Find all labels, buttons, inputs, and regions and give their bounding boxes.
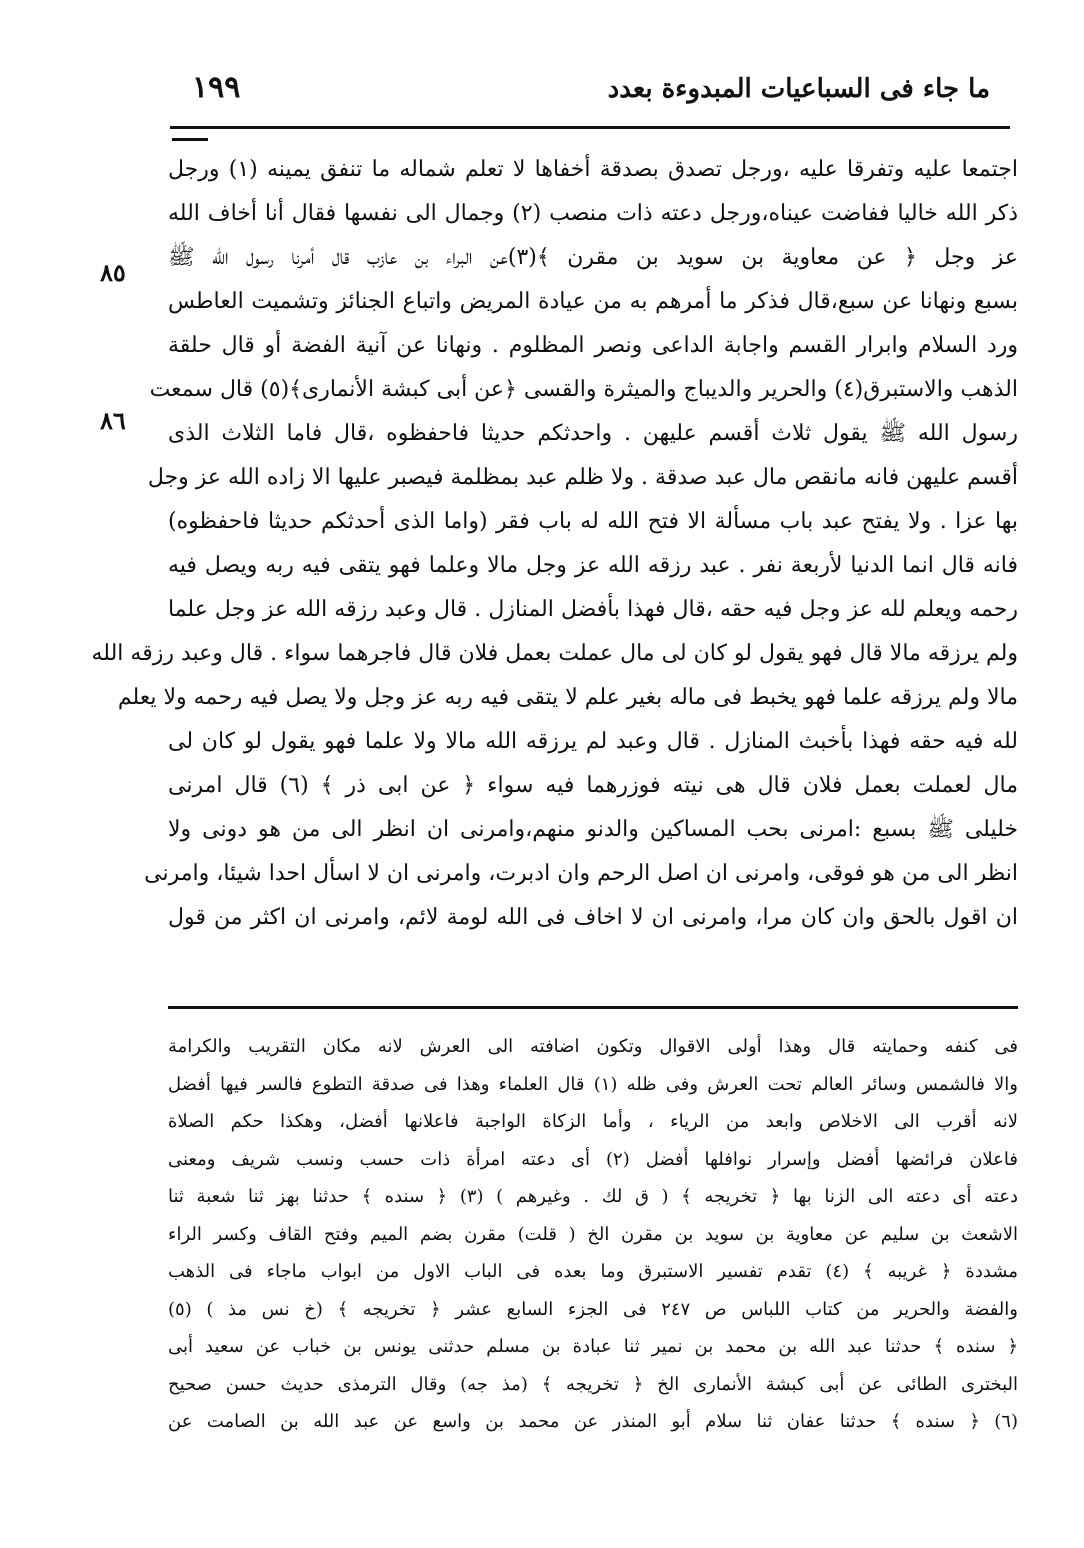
header-rule-mark (172, 138, 208, 141)
text-line: لله فيه حقه فهذا بأخبث المنازل . قال وعبد لم يرزقه الله مالا ولا علما فهو يقول لو كان لى (168, 729, 1018, 754)
footnote-rule (168, 1006, 1018, 1009)
hadith-number: ٨٦ (100, 406, 126, 435)
footnote-line: (٦) ﴿ سنده ﴾ حدثنا عفان ثنا سلام أبو المنذر عن محمد بن واسع عن عبد الله بن الصامت عن (168, 1411, 1018, 1432)
text-line: خليلى ﷺ بسبع :امرنى بحب المساكين والدنو منهم،وامرنى ان انظر الى من هو دونى ولا (168, 817, 1018, 842)
footnote-line: مشددة ﴿ غريبه ﴾ (٤) تقدم تفسير الاستبرق وما بعده فى الباب الاول من ابواب ماجاء فى الذهب (168, 1261, 1018, 1282)
page-number: ١٩٩ (192, 70, 241, 105)
footnote-line: البخترى الطائى عن أبى كبشة الأنمارى الخ ﴿ تخريجه ﴾ (مذ جه) وقال الترمذى حديث حسن صحيح (168, 1373, 1018, 1395)
text-line: فانه قال انما الدنيا لأربعة نفر . عبد رزقه الله عز وجل مالا وعلما فهو يتقى فيه ربه ويصل فيه (168, 553, 1018, 578)
text-line: مالا ولم يرزقه علما فهو يخبط فى ماله بغير علم لا يتقى فيه ربه عز وجل ولا يصل فيه رحمه ولا يعلم (117, 685, 1018, 710)
text-line: ورد السلام وابرار القسم واجابة الداعى ونصر المظلوم . ونهانا عن آنية الفضة أو قال حلقة (168, 333, 1018, 358)
footnote-line: دعته أى دعته الى الزنا بها ﴿ تخريجه ﴾ ( ق لك . وغيرهم ) (٣) ﴿ سنده ﴾ حدثنا بهز ثنا شعبة ثنا (168, 1186, 1018, 1207)
footnote-line: ﴿ سنده ﴾ حدثنا عبد الله بن محمد بن نمير ثنا عبادة بن مسلم حدثنى يونس بن خباب عن سعيد أبى (168, 1336, 1018, 1357)
text-line: عز وجل ﴿ عن معاوية بن سويد بن مقرن ﴾(٣)عن البراء بن عازب قال أمرنا رسول الله ﷺ (168, 245, 1018, 270)
text-line: اجتمعا عليه وتفرقا عليه ،ورجل تصدق بصدقة أخفاها لا تعلم شماله ما تنفق يمينه (١) ورجل (168, 157, 1018, 182)
text-line: رحمه ويعلم لله عز وجل فيه حقه ،قال فهذا بأفضل المنازل . قال وعبد رزقه الله عز وجل علما (168, 597, 1018, 622)
footnote-line: والفضة والحرير من كتاب اللباس ص ٢٤٧ فى الجزء السابع عشر ﴿ تخريجه ﴾ (خ نس مذ ) (٥) (168, 1298, 1018, 1320)
hadith-number: ٨٥ (100, 258, 126, 287)
footnote-line: الاشعث بن سليم عن معاوية بن سويد بن مقرن الخ ( قلت) مقرن بضم الميم وفتح القاف وكسر الراء (168, 1223, 1018, 1245)
page-header (160, 70, 1020, 118)
header-rule (170, 126, 1010, 129)
text-line: بها عزا . ولا يفتح عبد باب مسألة الا فتح الله له باب فقر (واما الذى أحدثكم حديثا فاحفظوه) (168, 509, 1018, 534)
footnote-line: فى كنفه وحمايته قال وهذا أولى الاقوال وتكون اضافته الى العرش لانه مكان التقريب والكرامة (168, 1036, 1018, 1057)
text-line: بسبع ونهانا عن سبع،قال فذكر ما أمرهم به من عيادة المريض واتباع الجنائز وتشميت العاطس (168, 289, 1018, 314)
running-title: ما جاء فى السباعيات المبدوءة بعدد (607, 74, 990, 104)
text-line: ولم يرزقه مالا قال فهو يقول لو كان لى مال عملت بعمل فلان قال فاجرهما سواء . قال وعبد رزقه الله (91, 641, 1018, 666)
text-line: انظر الى من هو فوقى، وامرنى ان اصل الرحم وان ادبرت، وامرنى ان لا اسأل احدا شيئا، وامرنى (144, 861, 1018, 886)
text-line: أقسم عليهن فانه مانقص مال عبد صدقة . ولا ظلم عبد بمظلمة فيصبر عليها الا زاده الله عز وجل (147, 465, 1018, 490)
text-line: ان اقول بالحق وان كان مرا، وامرنى ان لا اخاف فى الله لومة لائم، وامرنى ان اكثر من قول (168, 905, 1018, 930)
text-line: الذهب والاستبرق(٤) والحرير والديباج والميثرة والقسى ﴿عن أبى كبشة الأنمارى﴾(٥) قال سمعت (149, 377, 1018, 402)
footnote-line: فاعلان فرائضها أفضل وإسرار نوافلها أفضل (٢) أى دعته امرأة ذات حسب ونسب شريف ومعنى (168, 1148, 1019, 1170)
text-line: ذكر الله خاليا ففاضت عيناه،ورجل دعته ذات منصب (٢) وجمال الى نفسها فقال أنا أخاف الله (168, 201, 1018, 226)
footnote-line: والا فالشمس وسائر العالم تحت العرش وفى ظله (١) قال العلماء وهذا فى صدقة التطوع فالسر فيها أفضل (168, 1073, 1019, 1095)
footnotes (168, 1028, 1018, 1441)
footnote-line: لانه أقرب الى الاخلاص وابعد من الرياء ، وأما الزكاة الواجبة فاعلانها أفضل، وهكذا حكم الصلاة (168, 1111, 1018, 1132)
text-line: رسول الله ﷺ يقول ثلاث أقسم عليهن . واحدثكم حديثا فاحفظوه ،قال فاما الثلاث الذى (168, 421, 1018, 446)
text-line: مال لعملت بعمل فلان قال هى نيته فوزرهما فيه سواء ﴿ عن ابى ذر ﴾ (٦) قال امرنى (168, 773, 1018, 798)
